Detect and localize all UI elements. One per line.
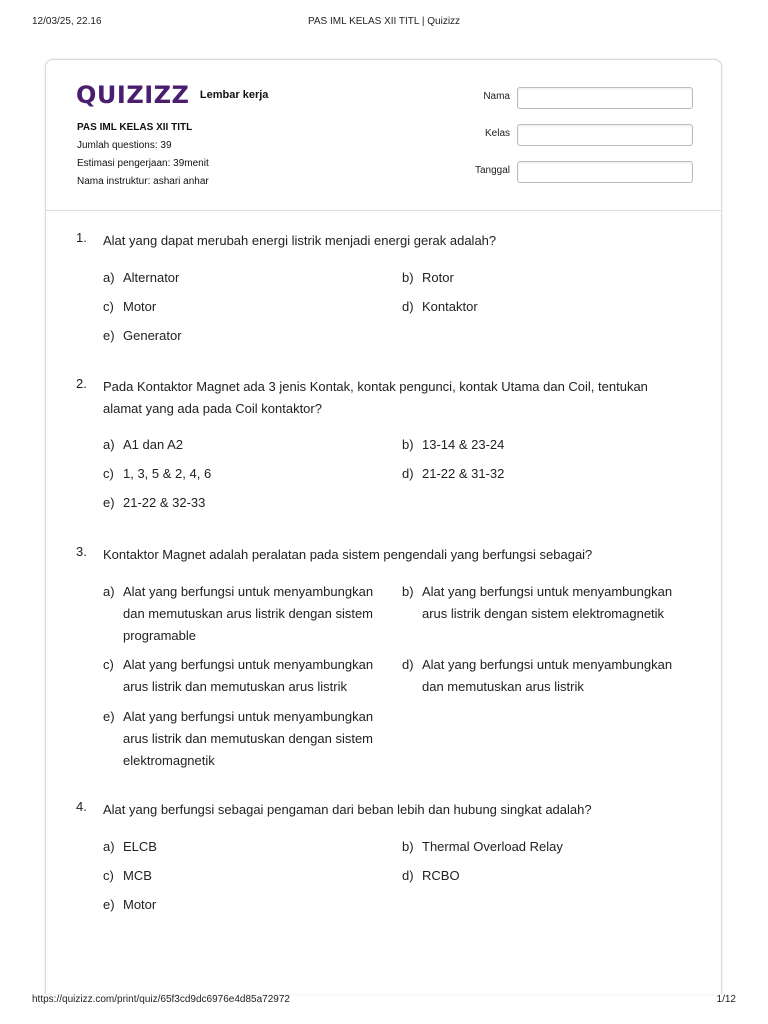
option-letter: d) [402,299,414,314]
option-text: Alat yang berfungsi untuk menyambungkan arus listrik dengan sistem elektromagnetik [422,584,673,621]
option-letter: c) [103,868,114,883]
question-count: Jumlah questions: 39 [77,140,172,151]
print-footer [32,994,736,1008]
worksheet [45,59,722,994]
quizizz-logo: QUIZIZZ [76,81,190,109]
option-text: Thermal Overload Relay [422,839,563,854]
option-letter: b) [402,839,414,854]
option-text: Alat yang berfungsi untuk menyambungkan arus listrik dan memutuskan dengan sistem elektromagnetik [123,709,374,768]
option-text: Alat yang berfungsi untuk menyambungkan dan memutuskan arus listrik [422,657,673,694]
option-text: 1, 3, 5 & 2, 4, 6 [123,466,212,481]
question-number: 1. [76,230,87,245]
class-field-row [446,124,696,146]
option-letter: c) [103,466,114,481]
quiz-title: PAS IML KELAS XII TITL [77,122,193,133]
option-text: A1 dan A2 [123,437,183,452]
option-letter: b) [402,584,414,599]
option-letter: e) [103,897,115,912]
option-text: Motor [123,299,157,314]
option-letter: d) [402,657,414,672]
question-text: Pada Kontaktor Magnet ada 3 jenis Kontak, kontak pengunci, kontak Utama dan Coil, tentukan alamat yang ada pada Coil kontaktor? [103,379,648,416]
option-letter: a) [103,270,115,285]
quiz-meta [77,119,209,191]
question-text: Alat yang dapat merubah energi listrik menjadi energi gerak adalah? [103,233,497,248]
worksheet-label: Lembar kerja [199,89,269,101]
name-label: Nama [483,91,510,102]
option-letter: e) [103,709,115,724]
question-text: Kontaktor Magnet adalah peralatan pada sistem pengendali yang berfungsi sebagai? [103,547,593,562]
time-estimate: Estimasi pengerjaan: 39menit [77,158,209,169]
print-datetime: 12/03/25, 22.16 [32,16,102,27]
option-text: 13-14 & 23-24 [422,437,505,452]
option-letter: a) [103,437,115,452]
option-text: Alternator [123,270,180,285]
option-letter: a) [103,584,115,599]
instructor-name: Nama instruktur: ashari anhar [77,176,209,187]
option-letter: c) [103,657,114,672]
option-letter: d) [402,466,414,481]
option-text: RCBO [422,868,460,883]
worksheet-header [46,60,721,211]
option-letter: b) [402,437,414,452]
option-text: Rotor [422,270,454,285]
print-page-title: PAS IML KELAS XII TITL | Quizizz [307,16,461,27]
option-letter: c) [103,299,114,314]
question-number: 2. [76,376,87,391]
name-field[interactable] [517,87,693,109]
question-number: 3. [76,544,87,559]
question-text: Alat yang berfungsi sebagai pengaman dari beban lebih dan hubung singkat adalah? [103,802,592,817]
logo-row [76,81,268,109]
class-field[interactable] [517,124,693,146]
option-text: ELCB [123,839,157,854]
option-letter: b) [402,270,414,285]
option-letter: a) [103,839,115,854]
name-field-row [446,87,696,109]
option-letter: e) [103,495,115,510]
option-letter: e) [103,328,115,343]
question-number: 4. [76,799,87,814]
page-url[interactable]: https://quizizz.com/print/quiz/65f3cd9dc6976e4d85a72972 [32,994,290,1005]
option-letter: d) [402,868,414,883]
option-text: Generator [123,328,182,343]
option-text: 21-22 & 32-33 [123,495,206,510]
option-text: Alat yang berfungsi untuk menyambungkan arus listrik dan memutuskan arus listrik [123,657,374,694]
print-header [32,16,736,30]
option-text: Alat yang berfungsi untuk menyambungkan dan memutuskan arus listrik dengan sistem programable [123,584,374,643]
date-field[interactable] [517,161,693,183]
option-text: Motor [123,897,157,912]
option-text: Kontaktor [422,299,478,314]
option-text: MCB [123,868,152,883]
option-text: 21-22 & 31-32 [422,466,505,481]
page-number: 1/12 [716,994,736,1005]
class-label: Kelas [484,128,510,139]
date-field-row [446,161,696,183]
date-label: Tanggal [474,165,510,176]
